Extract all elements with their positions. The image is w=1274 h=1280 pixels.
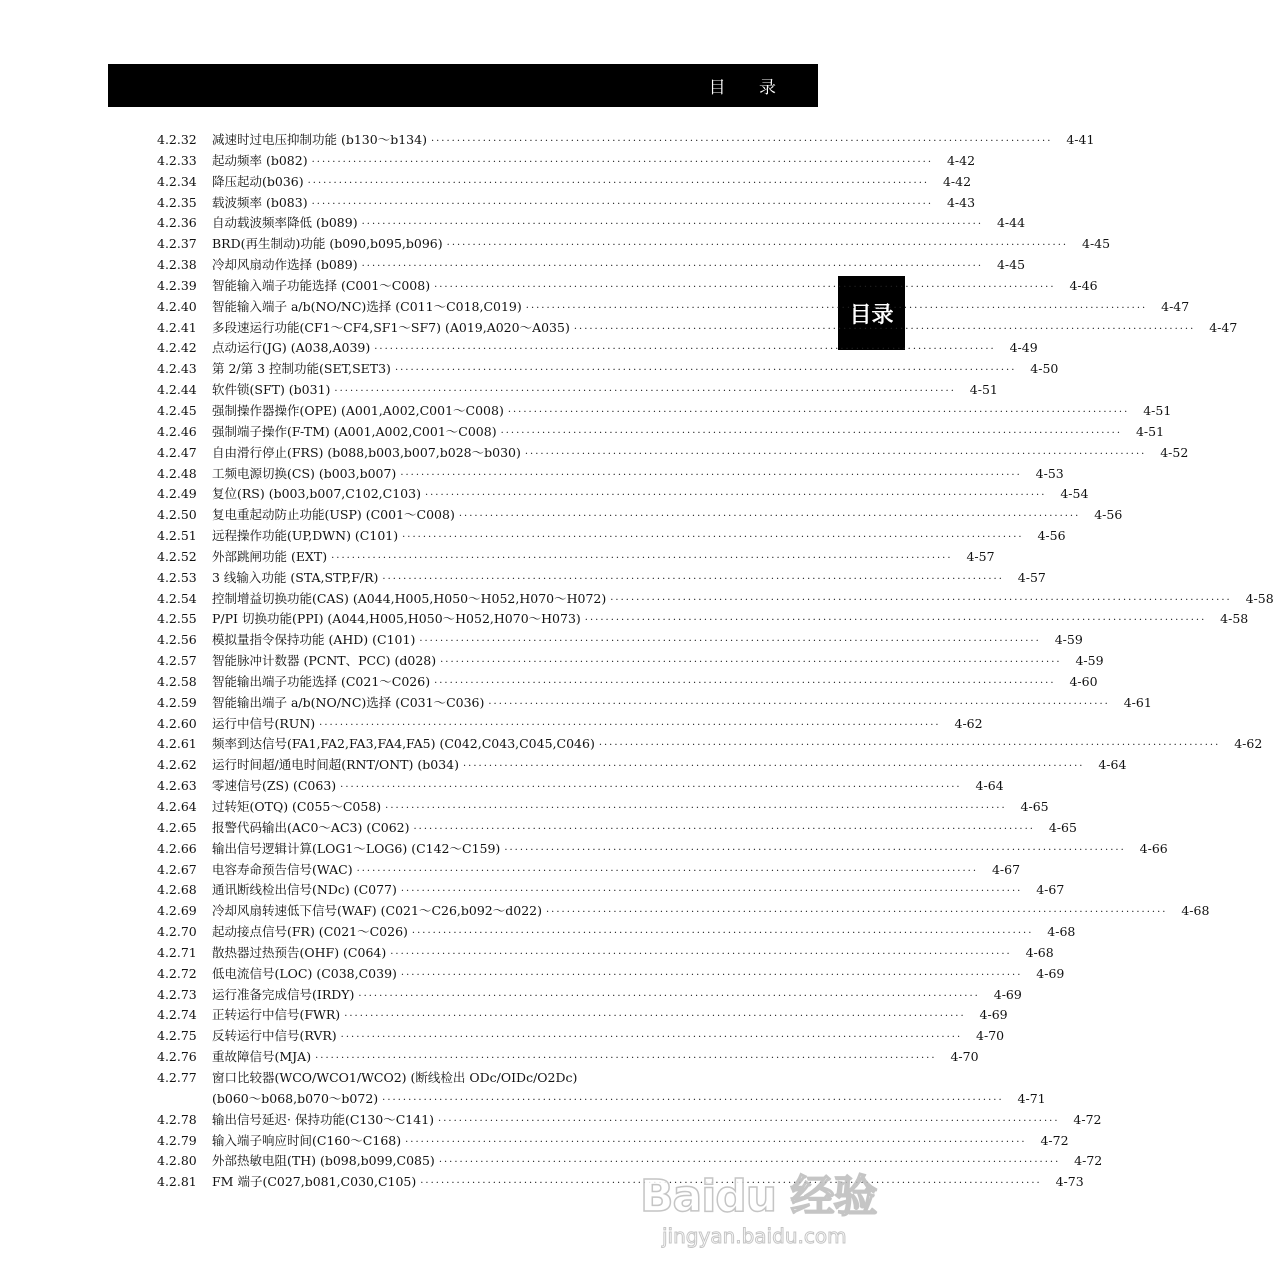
toc-entry-title: 外部热敏电阻(TH) (b098,b099,C085)	[212, 1153, 435, 1169]
toc-entry-page: 4-59	[1054, 632, 1083, 648]
toc-entry-page: 4-56	[1037, 528, 1066, 544]
toc-entry-title: 智能输入端子 a/b(NO/NC)选择 (C011～C018,C019)	[212, 298, 522, 314]
toc-entry-title: 报警代码输出(AC0～AC3) (C062)	[212, 819, 410, 835]
toc-entry-number: 4.2.41	[157, 319, 197, 335]
toc-entry-page: 4-44	[996, 215, 1026, 231]
toc-entry[interactable]	[157, 589, 1274, 610]
toc-entry-page: 4-51	[1143, 402, 1172, 418]
toc-leader-dots	[434, 674, 1055, 695]
toc-entry-page: 4-51	[1135, 423, 1165, 439]
toc-entry-title: 软件锁(SFT) (b031)	[212, 382, 331, 398]
toc-leader-dots	[610, 591, 1231, 612]
toc-entry[interactable]	[157, 464, 1064, 485]
toc-entry-number: 4.2.79	[157, 1132, 197, 1148]
toc-entry-page: 4-69	[993, 986, 1022, 1002]
toc-leader-dots	[525, 445, 1146, 466]
toc-entry[interactable]	[157, 651, 1104, 672]
toc-entry-number: 4.2.66	[157, 840, 197, 856]
toc-entry-page: 4-56	[1094, 507, 1123, 523]
toc-leader-dots	[599, 736, 1220, 757]
toc-entry[interactable]	[157, 901, 1210, 922]
toc-entry-page: 4-52	[1160, 444, 1189, 460]
toc-entry-number: 4.2.32	[157, 132, 197, 147]
toc-entry[interactable]	[157, 422, 1165, 443]
toc-entry-title: 运行时间超/通电时间超(RNT/ONT) (b034)	[212, 757, 459, 773]
toc-entry[interactable]	[157, 1110, 1102, 1131]
toc-entry-number: 4.2.71	[157, 944, 197, 960]
toc-leader-dots	[401, 966, 1022, 987]
toc-entry-page: 4-73	[1055, 1174, 1084, 1190]
toc-leader-dots	[340, 778, 961, 799]
toc-entry-number: 4.2.46	[157, 423, 197, 439]
toc-entry-page: 4-46	[1069, 277, 1098, 293]
toc-entry-page: 4-60	[1069, 673, 1098, 689]
toc-entry[interactable]	[157, 505, 1123, 526]
toc-entry-number: 4.2.68	[157, 882, 197, 898]
toc-leader-dots	[412, 924, 1033, 945]
toc-leader-dots	[488, 695, 1109, 716]
toc-entry-title: 远程操作功能(UP,DWN) (C101)	[212, 528, 399, 544]
toc-entry-title: 低电流信号(LOC) (C038,C039)	[212, 965, 397, 981]
toc-leader-dots	[402, 528, 1023, 549]
toc-entry-number: 4.2.67	[157, 861, 197, 877]
toc-entry-title: 冷却风扇动作选择 (b089)	[212, 257, 358, 273]
toc-entry-number: 4.2.77	[157, 1069, 197, 1085]
toc-entry[interactable]	[157, 880, 1065, 901]
toc-entry-title: 散热器过热预告(OHF) (C064)	[212, 944, 387, 960]
toc-entry-number: 4.2.64	[157, 799, 197, 814]
watermark-url: jingyan.baidu.com	[662, 1224, 847, 1248]
toc-entry-page: 4-43	[946, 194, 976, 210]
toc-entry-page: 4-61	[1123, 694, 1152, 710]
toc-entry-number: 4.2.72	[157, 965, 197, 981]
toc-entry-title: FM 端子(C027,b081,C030,C105)	[212, 1174, 417, 1190]
toc-entry-number: 4.2.47	[157, 444, 197, 460]
header-bar	[108, 64, 818, 107]
toc-leader-dots	[419, 632, 1040, 653]
toc-entry-page: 4-68	[1047, 924, 1076, 940]
toc-entry-title: 智能输入端子功能选择 (C001～C008)	[212, 277, 431, 293]
toc-leader-dots	[382, 570, 1003, 591]
toc-entry-number: 4.2.34	[157, 173, 197, 189]
toc-entry-page: 4-67	[991, 861, 1021, 877]
toc-entry-page: 4-65	[1020, 799, 1049, 814]
toc-entry-number: 4.2.76	[157, 1049, 197, 1065]
toc-entry-title: BRD(再生制动)功能 (b090,b095,b096)	[212, 236, 443, 252]
toc-entry-number: 4.2.40	[157, 298, 197, 314]
toc-entry-number: 4.2.54	[157, 590, 197, 606]
toc-entry-number: 4.2.70	[157, 924, 197, 940]
toc-leader-dots	[312, 195, 933, 216]
toc-entry[interactable]	[157, 443, 1189, 464]
toc-entry-number: 4.2.50	[157, 507, 197, 523]
toc-entry[interactable]	[157, 922, 1076, 943]
toc-entry-page: 4-59	[1075, 653, 1104, 669]
toc-entry-number: 4.2.55	[157, 611, 197, 627]
toc-entry-page: 4-45	[1082, 236, 1111, 252]
toc-entry-page: 4-58	[1245, 590, 1274, 606]
toc-entry-title: 输出信号逻辑计算(LOG1～LOG6) (C142～C159)	[212, 840, 501, 856]
toc-entry-title: 自动载波频率降低 (b089)	[212, 215, 358, 231]
toc-entry-page: 4-66	[1139, 840, 1168, 856]
toc-leader-dots	[414, 820, 1035, 841]
toc-entry-page: 4-54	[1060, 486, 1089, 502]
toc-entry-number: 4.2.62	[157, 757, 197, 773]
toc-entry[interactable]	[157, 213, 1026, 234]
toc-leader-dots	[334, 382, 955, 403]
toc-entry-number: 4.2.49	[157, 486, 197, 502]
toc-entry-number: 4.2.53	[157, 569, 197, 585]
toc-entry[interactable]	[157, 172, 972, 193]
toc-entry-title: 反转运行中信号(RVR)	[212, 1028, 337, 1044]
watermark-logo: Baidu 经验	[640, 1171, 877, 1222]
toc-entry-title: 过转矩(OTQ) (C055～C058)	[212, 799, 382, 814]
toc-entry-page: 4-47	[1161, 298, 1190, 314]
toc-entry-number: 4.2.56	[157, 632, 197, 648]
toc-entry-title: 3 线输入功能 (STA,STP,F/R)	[212, 569, 379, 585]
toc-entry-title: 多段速运行功能(CF1～CF4,SF1～SF7) (A019,A020～A035)	[212, 319, 570, 335]
toc-entry-title: 运行准备完成信号(IRDY)	[212, 986, 355, 1002]
toc-entry-number: 4.2.61	[157, 736, 197, 752]
toc-leader-dots	[447, 236, 1068, 257]
toc-entry-title: 强制操作器操作(OPE) (A001,A002,C001～C008)	[212, 402, 504, 418]
toc-entry-page: 4-50	[1030, 361, 1059, 377]
toc-entry[interactable]	[157, 338, 1038, 359]
toc-entry-number: 4.2.80	[157, 1153, 197, 1169]
toc-entry-title: 正转运行中信号(FWR)	[212, 1007, 341, 1023]
toc-leader-dots	[439, 1153, 1060, 1174]
toc-entry-number: 4.2.45	[157, 402, 197, 418]
toc-entry[interactable]	[157, 1172, 1084, 1193]
toc-entry-title: 复电重起动防止功能(USP) (C001～C008)	[212, 507, 455, 523]
toc-entry[interactable]	[157, 943, 1054, 964]
toc-entry-title: 冷却风扇转速低下信号(WAF) (C021～C26,b092～d022)	[212, 903, 542, 919]
toc-leader-dots	[438, 1112, 1059, 1133]
toc-entry-number: 4.2.51	[157, 528, 197, 544]
toc-entry-page: 4-71	[1017, 1090, 1046, 1106]
toc-entry-title: 零速信号(ZS) (C063)	[212, 778, 337, 794]
toc-entry[interactable]	[157, 1089, 1046, 1110]
toc-entry[interactable]	[157, 714, 983, 735]
toc-entry-number: 4.2.52	[157, 548, 197, 564]
toc-leader-dots	[362, 215, 983, 236]
toc-entry-title: 点动运行(JG) (A038,A039)	[212, 340, 371, 356]
toc-entry-title: 外部跳闸功能 (EXT)	[212, 548, 328, 564]
toc-entry[interactable]	[157, 1131, 1069, 1152]
toc-entry[interactable]	[157, 797, 1049, 818]
toc-entry-number: 4.2.78	[157, 1111, 197, 1127]
toc-entry-title: 控制增益切换功能(CAS) (A044,H005,H050～H052,H070～H072)	[212, 590, 607, 606]
toc-entry-title: 降压起动(b036)	[212, 173, 304, 189]
toc-entry-page: 4-72	[1074, 1153, 1103, 1169]
toc-leader-dots	[405, 1133, 1026, 1154]
toc-entry-number: 4.2.37	[157, 236, 197, 252]
toc-entry-number: 4.2.60	[157, 715, 197, 731]
toc-entry-title: 自由滑行停止(FRS) (b088,b003,b007,b028～b030)	[212, 444, 521, 460]
toc-entry[interactable]	[157, 985, 1022, 1006]
toc-entry-title: 智能输出端子 a/b(NO/NC)选择 (C031～C036)	[212, 694, 485, 710]
toc-leader-dots	[341, 1028, 962, 1049]
toc-entry-page: 4-42	[942, 173, 972, 189]
toc-entry[interactable]	[157, 484, 1089, 505]
toc-entry-page: 4-57	[1017, 569, 1046, 585]
toc-entry-title: 运行中信号(RUN)	[212, 715, 316, 731]
toc-entry-title: P/PI 切换功能(PPI) (A044,H005,H050～H052,H070～H073)	[212, 611, 581, 627]
toc-entry-number: 4.2.57	[157, 653, 197, 669]
toc-entry[interactable]	[157, 734, 1263, 755]
toc-leader-dots	[315, 1049, 936, 1070]
toc-entry[interactable]	[157, 693, 1152, 714]
toc-entry-title: 载波频率 (b083)	[212, 194, 308, 210]
toc-entry-page: 4-69	[1036, 965, 1065, 981]
toc-entry-number: 4.2.75	[157, 1028, 197, 1044]
toc-entry[interactable]	[157, 672, 1098, 693]
toc-leader-dots	[308, 174, 929, 195]
toc-entry-title: 工频电源切换(CS) (b003,b007)	[212, 465, 397, 481]
toc-entry-number: 4.2.44	[157, 382, 197, 398]
toc-leader-dots	[585, 611, 1206, 632]
toc-entry-number: 4.2.65	[157, 819, 197, 835]
toc-entry-page: 4-41	[1066, 132, 1095, 147]
toc-entry-page: 4-69	[979, 1007, 1008, 1023]
toc-leader-dots	[344, 1007, 965, 1028]
toc-entry-page: 4-64	[1098, 757, 1127, 773]
toc-entry[interactable]	[157, 1005, 1008, 1026]
toc-entry[interactable]	[157, 776, 1004, 797]
toc-leader-dots	[501, 424, 1122, 445]
toc-entry[interactable]	[157, 380, 998, 401]
toc-entry-page: 4-68	[1181, 903, 1210, 919]
toc-entry[interactable]	[157, 547, 995, 568]
toc-entry-page: 4-72	[1040, 1132, 1069, 1148]
toc-leader-dots	[390, 945, 1011, 966]
toc-entry[interactable]	[157, 234, 1111, 255]
toc-entry-number: 4.2.35	[157, 194, 197, 210]
toc-entry[interactable]	[157, 193, 976, 214]
toc-entry-number: 4.2.69	[157, 903, 197, 919]
toc-entry-page: 4-57	[966, 548, 995, 564]
toc-entry-title: 模拟量指令保持功能 (AHD) (C101)	[212, 632, 416, 648]
toc-entry-title: 起动频率 (b082)	[212, 152, 308, 168]
toc-entry-number: 4.2.73	[157, 986, 197, 1002]
toc-entry-page: 4-67	[1036, 882, 1065, 898]
toc-entry[interactable]	[157, 964, 1065, 985]
toc-entry-page: 4-65	[1048, 819, 1077, 835]
toc-entry-title: (b060～b068,b070～b072)	[212, 1090, 379, 1106]
toc-entry-page: 4-51	[969, 382, 998, 398]
toc-leader-dots	[463, 757, 1084, 778]
toc-entry[interactable]	[157, 1026, 1005, 1047]
toc-entry[interactable]	[157, 401, 1172, 422]
toc-entry[interactable]	[157, 839, 1168, 860]
toc-entry[interactable]	[157, 818, 1077, 839]
toc-entry-number: 4.2.48	[157, 465, 197, 481]
toc-entry-number: 4.2.63	[157, 778, 197, 794]
toc-entry[interactable]	[157, 130, 1095, 151]
toc-entry-title: 窗口比较器(WCO/WCO1/WCO2) (断线检出 ODc/OIDc/O2Dc)	[212, 1069, 578, 1085]
toc-entry[interactable]	[157, 526, 1066, 547]
toc-leader-dots	[526, 299, 1147, 320]
toc-entry[interactable]	[157, 1151, 1103, 1172]
toc-leader-dots	[431, 132, 1052, 153]
side-tab-contents: 目录	[838, 276, 905, 350]
toc-entry-page: 4-62	[954, 715, 983, 731]
toc-leader-dots	[382, 1091, 1003, 1112]
toc-leader-dots	[395, 361, 1016, 382]
toc-entry[interactable]	[157, 359, 1059, 380]
toc-leader-dots	[504, 841, 1125, 862]
toc-entry-title: 通讯断线检出信号(NDc) (C077)	[212, 882, 397, 898]
toc-leader-dots	[385, 799, 1006, 820]
toc-entry-title: 减速时过电压抑制功能 (b130～b134)	[212, 132, 427, 147]
toc-leader-dots	[574, 320, 1195, 341]
toc-entry[interactable]	[157, 630, 1083, 651]
toc-entry[interactable]	[157, 255, 1026, 276]
toc-entry-title: 强制端子操作(F-TM) (A001,A002,C001～C008)	[212, 423, 497, 439]
toc-entry-title: 频率到达信号(FA1,FA2,FA3,FA4,FA5) (C042,C043,C045,C046)	[212, 736, 595, 752]
toc-entry[interactable]	[157, 276, 1098, 297]
toc-entry-title: 重故障信号(MJA)	[212, 1049, 312, 1065]
toc-entry-title: 复位(RS) (b003,b007,C102,C103)	[212, 486, 421, 502]
toc-leader-dots	[546, 903, 1167, 924]
toc-entry-number: 4.2.81	[157, 1174, 197, 1190]
toc-entry-number: 4.2.38	[157, 257, 197, 273]
toc-entry-title: 输出信号延迟· 保持功能(C130～C141)	[212, 1111, 435, 1127]
toc-entry-number: 4.2.42	[157, 340, 197, 356]
toc-leader-dots	[401, 882, 1022, 903]
toc-entry-number: 4.2.59	[157, 694, 197, 710]
toc-leader-dots	[459, 507, 1080, 528]
toc-entry-page: 4-62	[1234, 736, 1263, 752]
toc-entry-page: 4-45	[996, 257, 1026, 273]
toc-entry[interactable]	[157, 151, 976, 172]
toc-entry-title: 第 2/第 3 控制功能(SET,SET3)	[212, 361, 391, 377]
toc-leader-dots	[420, 1174, 1041, 1195]
toc-entry-page: 4-68	[1025, 944, 1054, 960]
toc-entry-number: 4.2.33	[157, 152, 197, 168]
toc-entry-title: 智能脉冲计数器 (PCNT、PCC) (d028)	[212, 653, 437, 669]
toc-entry-number: 4.2.43	[157, 361, 197, 377]
toc-entry[interactable]	[157, 609, 1249, 630]
toc-entry[interactable]	[157, 755, 1127, 776]
toc-entry-title: 输入端子响应时间(C160～C168)	[212, 1132, 402, 1148]
toc-entry-number: 4.2.74	[157, 1007, 197, 1023]
toc-leader-dots	[362, 257, 983, 278]
toc-entry-title: 电容寿命预告信号(WAC)	[212, 861, 353, 877]
header-title: 目 录	[708, 78, 790, 98]
toc-entry-title: 起动接点信号(FR) (C021～C026)	[212, 924, 408, 940]
toc-leader-dots	[319, 716, 940, 737]
toc-leader-dots	[357, 862, 978, 883]
toc-entry-number: 4.2.36	[157, 215, 197, 231]
toc-leader-dots	[374, 340, 995, 361]
toc-entry[interactable]	[157, 318, 1238, 339]
toc-leader-dots	[358, 987, 979, 1008]
toc-entry-page: 4-42	[946, 152, 976, 168]
toc-leader-dots	[331, 549, 952, 570]
toc-entry-title: 智能输出端子功能选择 (C021～C026)	[212, 673, 431, 689]
toc-leader-dots	[440, 653, 1061, 674]
toc-entry-page: 4-70	[950, 1049, 979, 1065]
toc-entry[interactable]	[157, 860, 1021, 881]
toc-leader-dots	[508, 403, 1129, 424]
toc-entry-page: 4-58	[1220, 611, 1249, 627]
toc-leader-dots	[434, 278, 1055, 299]
toc-entry-page: 4-49	[1009, 340, 1038, 356]
toc-entry-number: 4.2.39	[157, 277, 197, 293]
toc-entry-page: 4-47	[1209, 319, 1238, 335]
toc-leader-dots	[312, 153, 933, 174]
toc-entry-page: 4-72	[1073, 1111, 1102, 1127]
toc-entry-page: 4-70	[976, 1028, 1005, 1044]
toc-entry[interactable]	[157, 568, 1046, 589]
toc-leader-dots	[400, 466, 1021, 487]
toc-entry-number: 4.2.58	[157, 673, 197, 689]
toc-entry-page: 4-64	[975, 778, 1004, 794]
toc-entry[interactable]	[157, 1068, 818, 1089]
toc-entry-page: 4-53	[1035, 465, 1064, 481]
toc-leader-dots	[425, 486, 1046, 507]
toc-entry[interactable]	[157, 1047, 979, 1068]
